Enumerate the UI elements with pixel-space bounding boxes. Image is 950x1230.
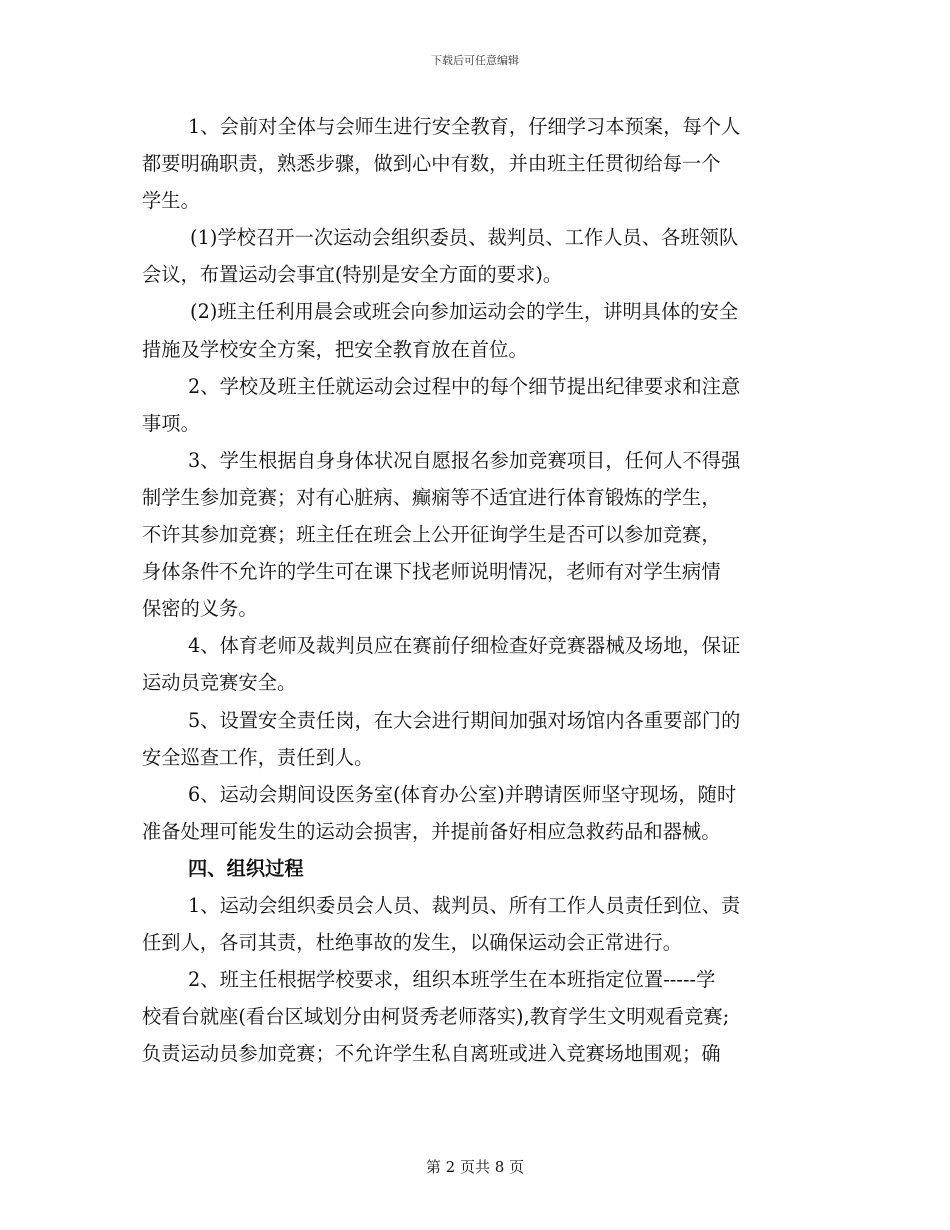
- paragraph-line: 不许其参加竞赛；班主任在班会上公开征询学生是否可以参加竞赛，: [142, 523, 721, 547]
- paragraph-line: 1、会前对全体与会师生进行安全教育，仔细学习本预案，每个人: [188, 115, 741, 138]
- page-header: 下载后可任意编辑: [431, 54, 519, 67]
- paragraph-line: 5、设置安全责任岗，在大会进行期间加强对场馆内各重要部门的: [188, 708, 741, 732]
- document-body: [142, 108, 808, 1072]
- section-heading: 四、组织过程: [188, 856, 304, 880]
- paragraph-line: (2)班主任利用晨会或班会向参加运动会的学生，讲明具体的安全: [190, 300, 739, 324]
- paragraph-line: 事项。: [142, 411, 200, 435]
- paragraph-line: 3、学生根据自身身体状况自愿报名参加竞赛项目，任何人不得强: [188, 448, 741, 472]
- paragraph-line: 保密的义务。: [142, 597, 258, 621]
- paragraph-line: 准备处理可能发生的运动会损害，并提前备好相应急救药品和器械。: [142, 819, 721, 843]
- paragraph-line: 校看台就座(看台区域划分由柯贤秀老师落实),教育学生文明观看竞赛;: [142, 1005, 730, 1029]
- paragraph-line: 措施及学校安全方案，把安全教育放在首位。: [142, 337, 528, 361]
- paragraph-line: 制学生参加竞赛；对有心脏病、癫痫等不适宜进行体育锻炼的学生，: [142, 485, 721, 509]
- paragraph-line: 身体条件不允许的学生可在课下找老师说明情况，老师有对学生病情: [142, 560, 721, 584]
- paragraph-line: 6、运动会期间设医务室(体育办公室)并聘请医师坚守现场，随时: [188, 782, 737, 806]
- paragraph-line: (1)学校召开一次运动会组织委员、裁判员、工作人员、各班领队: [190, 226, 739, 250]
- paragraph-line: 安全巡查工作，责任到人。: [142, 745, 374, 769]
- paragraph-line: 2、学校及班主任就运动会过程中的每个细节提出纪律要求和注意: [188, 374, 741, 398]
- paragraph-line: 负责运动员参加竞赛；不允许学生私自离班或进入竞赛场地围观；确: [142, 1042, 721, 1066]
- paragraph-line: 会议，布置运动会事宜(特别是安全方面的要求)。: [142, 263, 563, 287]
- paragraph-line: 运动员竞赛安全。: [142, 671, 297, 695]
- paragraph-line: 1、运动会组织委员会人员、裁判员、所有工作人员责任到位、责: [188, 893, 741, 917]
- paragraph-line: 学生。: [142, 189, 200, 213]
- paragraph-line: 都要明确职责，熟悉步骤，做到心中有数，并由班主任贯彻给每一个: [142, 152, 721, 176]
- page-footer: 第 2 页共 8 页: [425, 1158, 525, 1176]
- paragraph-line: 4、体育老师及裁判员应在赛前仔细检查好竞赛器械及场地，保证: [188, 634, 741, 658]
- paragraph-line: 2、班主任根据学校要求，组织本班学生在本班指定位置-----学: [188, 968, 716, 992]
- paragraph-line: 任到人，各司其责，杜绝事故的发生，以确保运动会正常进行。: [142, 931, 683, 955]
